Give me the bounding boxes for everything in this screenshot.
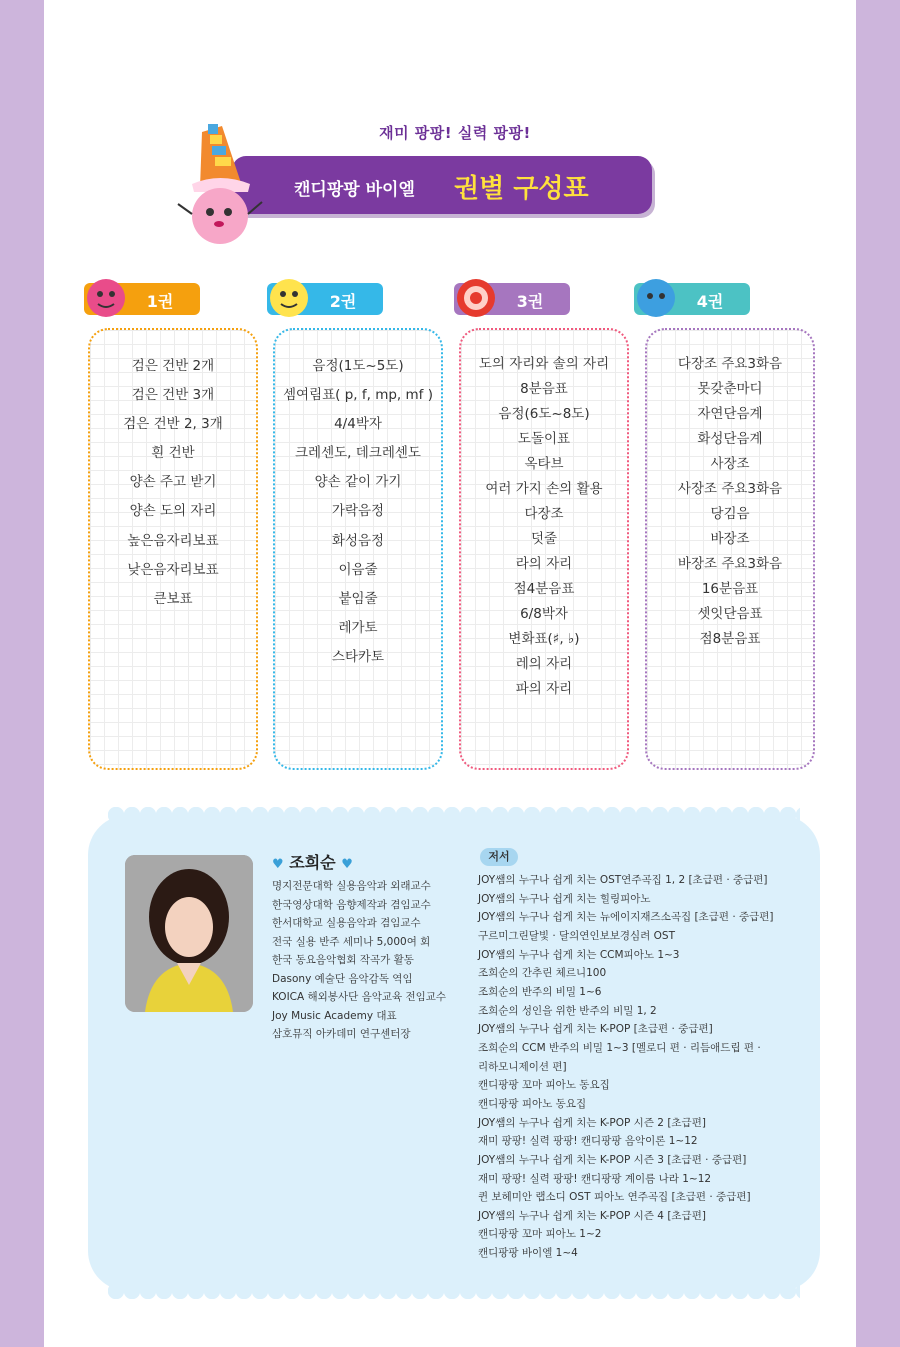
work-item: 리하모니제이션 편] xyxy=(478,1060,567,1073)
list-item: 검은 건반 3개 xyxy=(131,387,215,404)
author-name-heading xyxy=(272,850,353,873)
list-item: 검은 건반 2개 xyxy=(131,358,215,374)
list-item: 바장조 주요3화음 xyxy=(677,556,783,572)
volume-2-contents xyxy=(273,328,443,770)
list-item: 검은 건반 2, 3개 xyxy=(123,416,223,433)
heart-icon: ♥ xyxy=(341,857,353,872)
list-item: 6/8박자 xyxy=(520,606,568,622)
work-item: 조희순의 성인을 위한 반주의 비밀 1, 2 xyxy=(478,1004,657,1017)
list-item: 당김음 xyxy=(710,506,750,522)
right-border xyxy=(856,0,900,1347)
list-item: 못갖춘마디 xyxy=(697,381,763,397)
work-item: 구르미그린달빛 · 달의연인보보경심려 OST xyxy=(478,929,675,942)
bio-item: Dasony 예술단 음악감독 역임 xyxy=(272,972,413,985)
work-item: JOY쌤의 누구나 쉽게 치는 OST연주곡집 1, 2 [초급편 · 중급편] xyxy=(478,874,768,886)
list-item: 높은음자리보표 xyxy=(127,532,219,549)
volume-1-contents xyxy=(88,328,258,770)
tab-volume-3 xyxy=(454,283,570,315)
heart-icon: ♥ xyxy=(272,857,284,872)
ice-cream-mascot-icon xyxy=(170,118,270,248)
list-item: 점4분음표 xyxy=(513,581,575,597)
list-item: 음정(1도~5도) xyxy=(312,358,404,374)
works-label: 저서 xyxy=(480,848,518,866)
portrait-image xyxy=(125,855,253,1012)
bio-item: 삼호뮤직 아카데미 연구센터장 xyxy=(272,1028,411,1040)
list-item: 덧줄 xyxy=(530,531,558,547)
list-item: 음정(6도~8도) xyxy=(498,406,590,422)
list-item: 라의 자리 xyxy=(515,556,573,572)
author-photo xyxy=(125,855,253,1012)
work-item: JOY쌤의 누구나 쉽게 치는 K-POP 시즌 2 [초급편] xyxy=(478,1116,706,1129)
list-item: 레의 자리 xyxy=(515,656,573,672)
author-name: 조희순 xyxy=(289,853,336,872)
list-item: 셈여림표( p, f, mp, mf ) xyxy=(283,387,433,404)
volume-3-contents xyxy=(459,328,629,770)
work-item: 퀸 보헤미안 랩소디 OST 피아노 연주곡집 [초급편 · 중급편] xyxy=(478,1191,751,1204)
list-item: 옥타브 xyxy=(524,456,564,472)
work-item: 재미 팡팡! 실력 팡팡! 캔디팡팡 음악이론 1~12 xyxy=(478,1135,698,1148)
list-item: 도돌이표 xyxy=(517,431,571,447)
list-item: 가락음정 xyxy=(331,503,385,520)
list-item: 크레센도, 데크레센도 xyxy=(295,445,421,462)
bio-item: 전국 실용 반주 세미나 5,000여 회 xyxy=(272,935,431,948)
left-border xyxy=(0,0,44,1347)
work-item: 캔디팡팡 꼬마 피아노 1~2 xyxy=(478,1228,602,1241)
list-item: 다장조 xyxy=(524,506,564,522)
bio-item: 한서대학교 실용음악과 겸임교수 xyxy=(272,917,421,929)
work-item: 캔디팡팡 피아노 동요집 xyxy=(478,1097,587,1110)
list-item: 변화표(♯, ♭) xyxy=(508,631,580,647)
bio-item: 한국 동요음악협회 작곡가 활동 xyxy=(272,954,414,966)
work-item: 재미 팡팡! 실력 팡팡! 캔디팡팡 계이름 나라 1~12 xyxy=(478,1172,712,1185)
tab-volume-1 xyxy=(84,283,200,315)
volume-4-contents xyxy=(645,328,815,770)
list-item: 흰 건반 xyxy=(151,445,195,462)
tab-volume-4 xyxy=(634,283,750,315)
tab-label: 3권 xyxy=(516,292,544,311)
tab-label: 4권 xyxy=(696,292,724,311)
bio-item: Joy Music Academy 대표 xyxy=(272,1009,397,1022)
list-item: 양손 도의 자리 xyxy=(129,503,217,520)
bio-item: KOICA 해외봉사단 음악교육 전임교수 xyxy=(272,991,447,1003)
list-item: 큰보표 xyxy=(153,590,193,607)
bio-item: 명지전문대학 실용음악과 외래교수 xyxy=(272,880,431,892)
list-item: 여러 가지 손의 활용 xyxy=(485,481,603,497)
list-item: 사장조 주요3화음 xyxy=(677,481,783,497)
list-item: 레가토 xyxy=(338,619,378,636)
tab-volume-2 xyxy=(267,283,383,315)
work-item: JOY쌤의 누구나 쉽게 치는 K-POP 시즌 4 [초급편] xyxy=(478,1209,706,1222)
work-item: 조희순의 반주의 비밀 1~6 xyxy=(478,985,602,998)
list-item: 양손 같이 가기 xyxy=(314,474,402,491)
tab-label: 1권 xyxy=(146,292,174,311)
list-item: 16분음표 xyxy=(701,581,759,597)
tagline: 재미 팡팡! 실력 팡팡! xyxy=(379,124,531,142)
list-item: 도의 자리와 솔의 자리 xyxy=(478,356,610,372)
work-item: 캔디팡팡 바이엘 1~4 xyxy=(478,1247,578,1260)
bio-item: 한국영상대학 음향제작과 겸임교수 xyxy=(272,898,431,911)
list-item: 붙임줄 xyxy=(338,590,378,607)
title-banner xyxy=(232,156,652,214)
work-item: 캔디팡팡 꼬마 피아노 동요집 xyxy=(478,1079,610,1092)
list-item: 이음줄 xyxy=(338,561,378,578)
list-item: 8분음표 xyxy=(520,381,568,397)
list-item: 바장조 xyxy=(710,531,750,547)
author-bio xyxy=(272,877,446,1044)
works-list xyxy=(478,871,798,1263)
title-sub: 캔디팡팡 바이엘 xyxy=(294,180,415,200)
work-item: JOY쌤의 누구나 쉽게 치는 CCM피아노 1~3 xyxy=(478,948,680,961)
work-item: JOY쌤의 누구나 쉽게 치는 K-POP [초급편 · 중급편] xyxy=(478,1023,713,1036)
list-item: 양손 주고 받기 xyxy=(129,474,217,491)
work-item: 조희순의 간추린 체르니100 xyxy=(478,967,607,980)
list-item: 4/4박자 xyxy=(334,416,382,433)
list-item: 화성음정 xyxy=(331,532,385,549)
title-main: 권별 구성표 xyxy=(454,174,589,204)
list-item: 파의 자리 xyxy=(515,681,573,697)
work-item: 조희순의 CCM 반주의 비밀 1~3 [멜로디 편 · 리듬애드립 편 · xyxy=(478,1041,761,1054)
work-item: JOY쌤의 누구나 쉽게 치는 K-POP 시즌 3 [초급편 · 중급편] xyxy=(478,1153,747,1166)
list-item: 낮은음자리보표 xyxy=(127,561,219,578)
list-item: 점8분음표 xyxy=(699,631,761,647)
tab-label: 2권 xyxy=(329,292,357,311)
work-item: JOY쌤의 누구나 쉽게 치는 뉴에이지재즈소곡집 [초급편 · 중급편] xyxy=(478,911,774,924)
list-item: 셋잇단음표 xyxy=(697,606,763,622)
list-item: 자연단음계 xyxy=(697,406,763,422)
list-item: 스타카토 xyxy=(331,648,385,665)
work-item: JOY쌤의 누구나 쉽게 치는 힐링피아노 xyxy=(478,892,651,905)
list-item: 화성단음계 xyxy=(697,431,763,447)
list-item: 다장조 주요3화음 xyxy=(677,356,783,372)
list-item: 사장조 xyxy=(710,456,750,472)
